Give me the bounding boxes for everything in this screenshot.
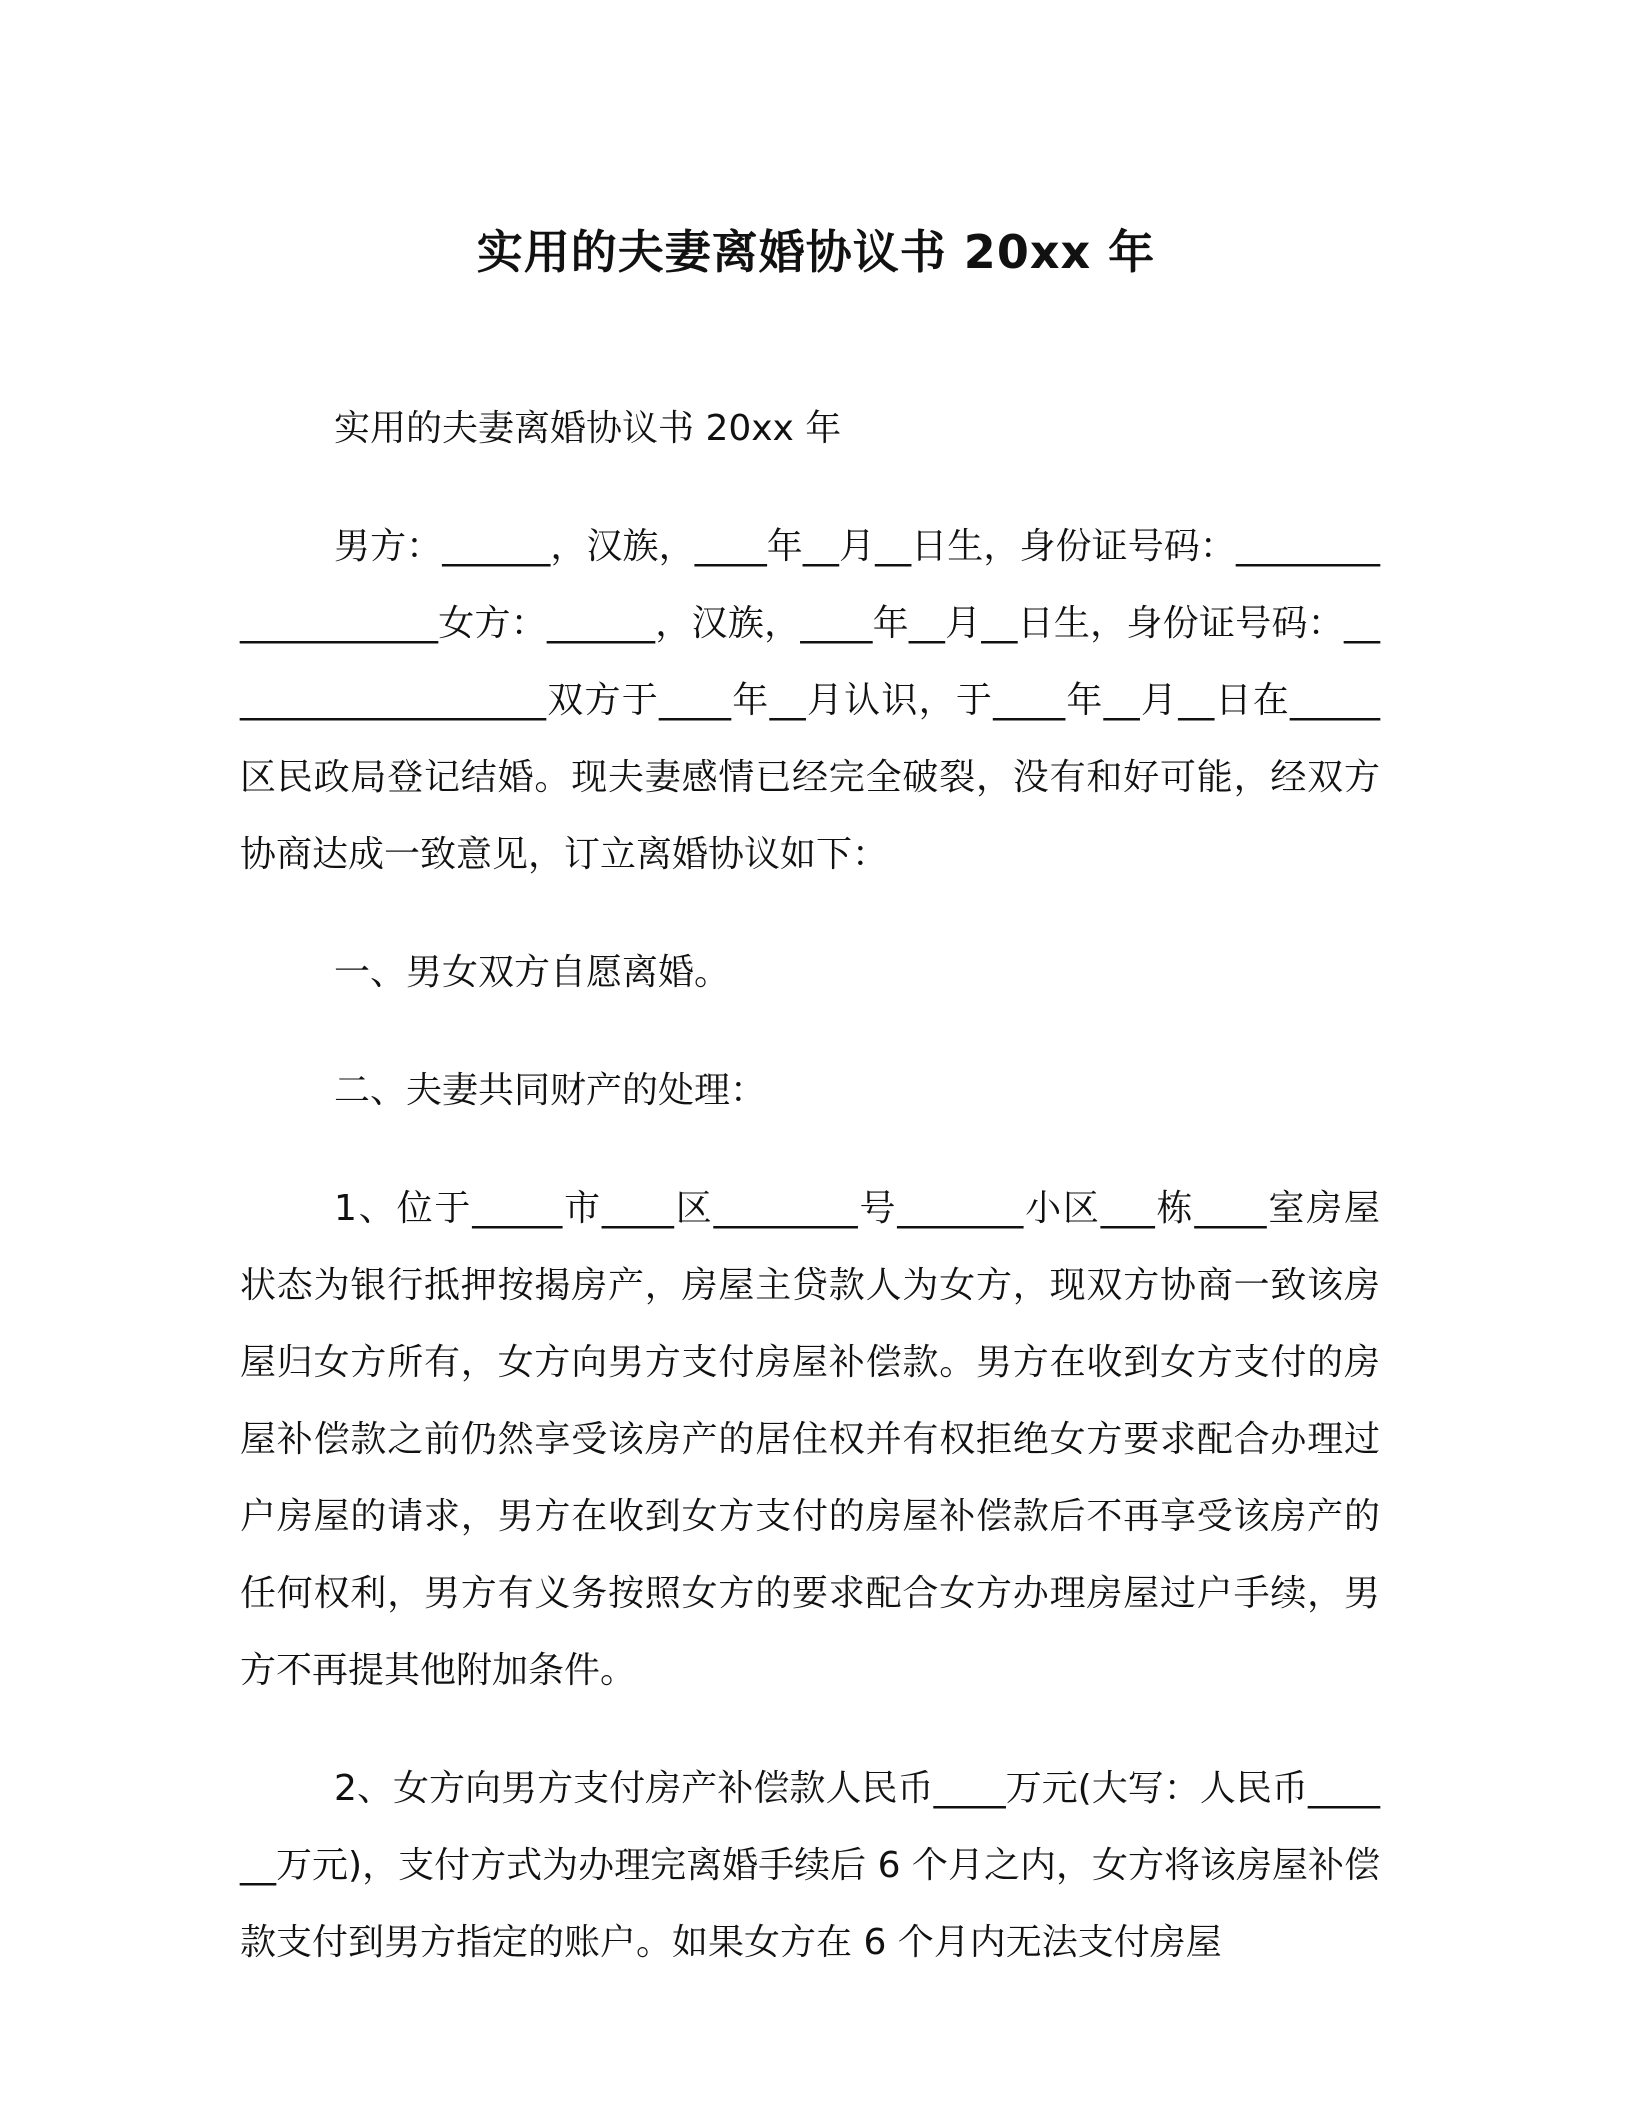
- clause-2-heading: 二、夫妻共同财产的处理：: [334, 1070, 767, 1111]
- intro-title-paragraph: 实用的夫妻离婚协议书 20xx 年: [334, 408, 842, 449]
- property-item-2-paragraph: 2、女方向男方支付房产补偿款人民币____万元(大写：人民币______万元)，支付方式为办理完离婚手续后 6 个月之内，女方将该房屋补偿款支付到男方指定的账户。如果女方在 6 个月内无法支付房屋: [240, 1768, 1380, 1963]
- clause-1-paragraph: 一、男女双方自愿离婚。: [334, 952, 731, 993]
- property-item-1-paragraph: 1、位于_____市____区________号_______小区___栋____室房屋状态为银行抵押按揭房产，房屋主贷款人为女方，现双方协商一致该房屋归女方所有，女方向男方支付房屋补偿款。男方在收到女方支付的房屋补偿款之前仍然享受该房产的居住权并有权拒绝女方要求配合办理过户房屋的请求，男方在收到女方支付的房屋补偿款后不再享受该房产的任何权利，男方有义务按照女方的要求配合女方办理房屋过户手续，男方不再提其他附加条件。: [240, 1188, 1380, 1691]
- parties-paragraph: 男方：______，汉族，____年__月__日生，身份证号码：___________________女方：______，汉族，____年__月__日生，身份证号码：___________________双方于____年__月认识，于____年__月__日在_____区民政局登记结婚。现夫妻感情已经完全破裂，没有和好可能，经双方协商达成一致意见，订立离婚协议如下：: [240, 526, 1380, 875]
- document-title: 实用的夫妻离婚协议书 20xx 年: [476, 225, 1156, 279]
- document-body: [240, 390, 1380, 2022]
